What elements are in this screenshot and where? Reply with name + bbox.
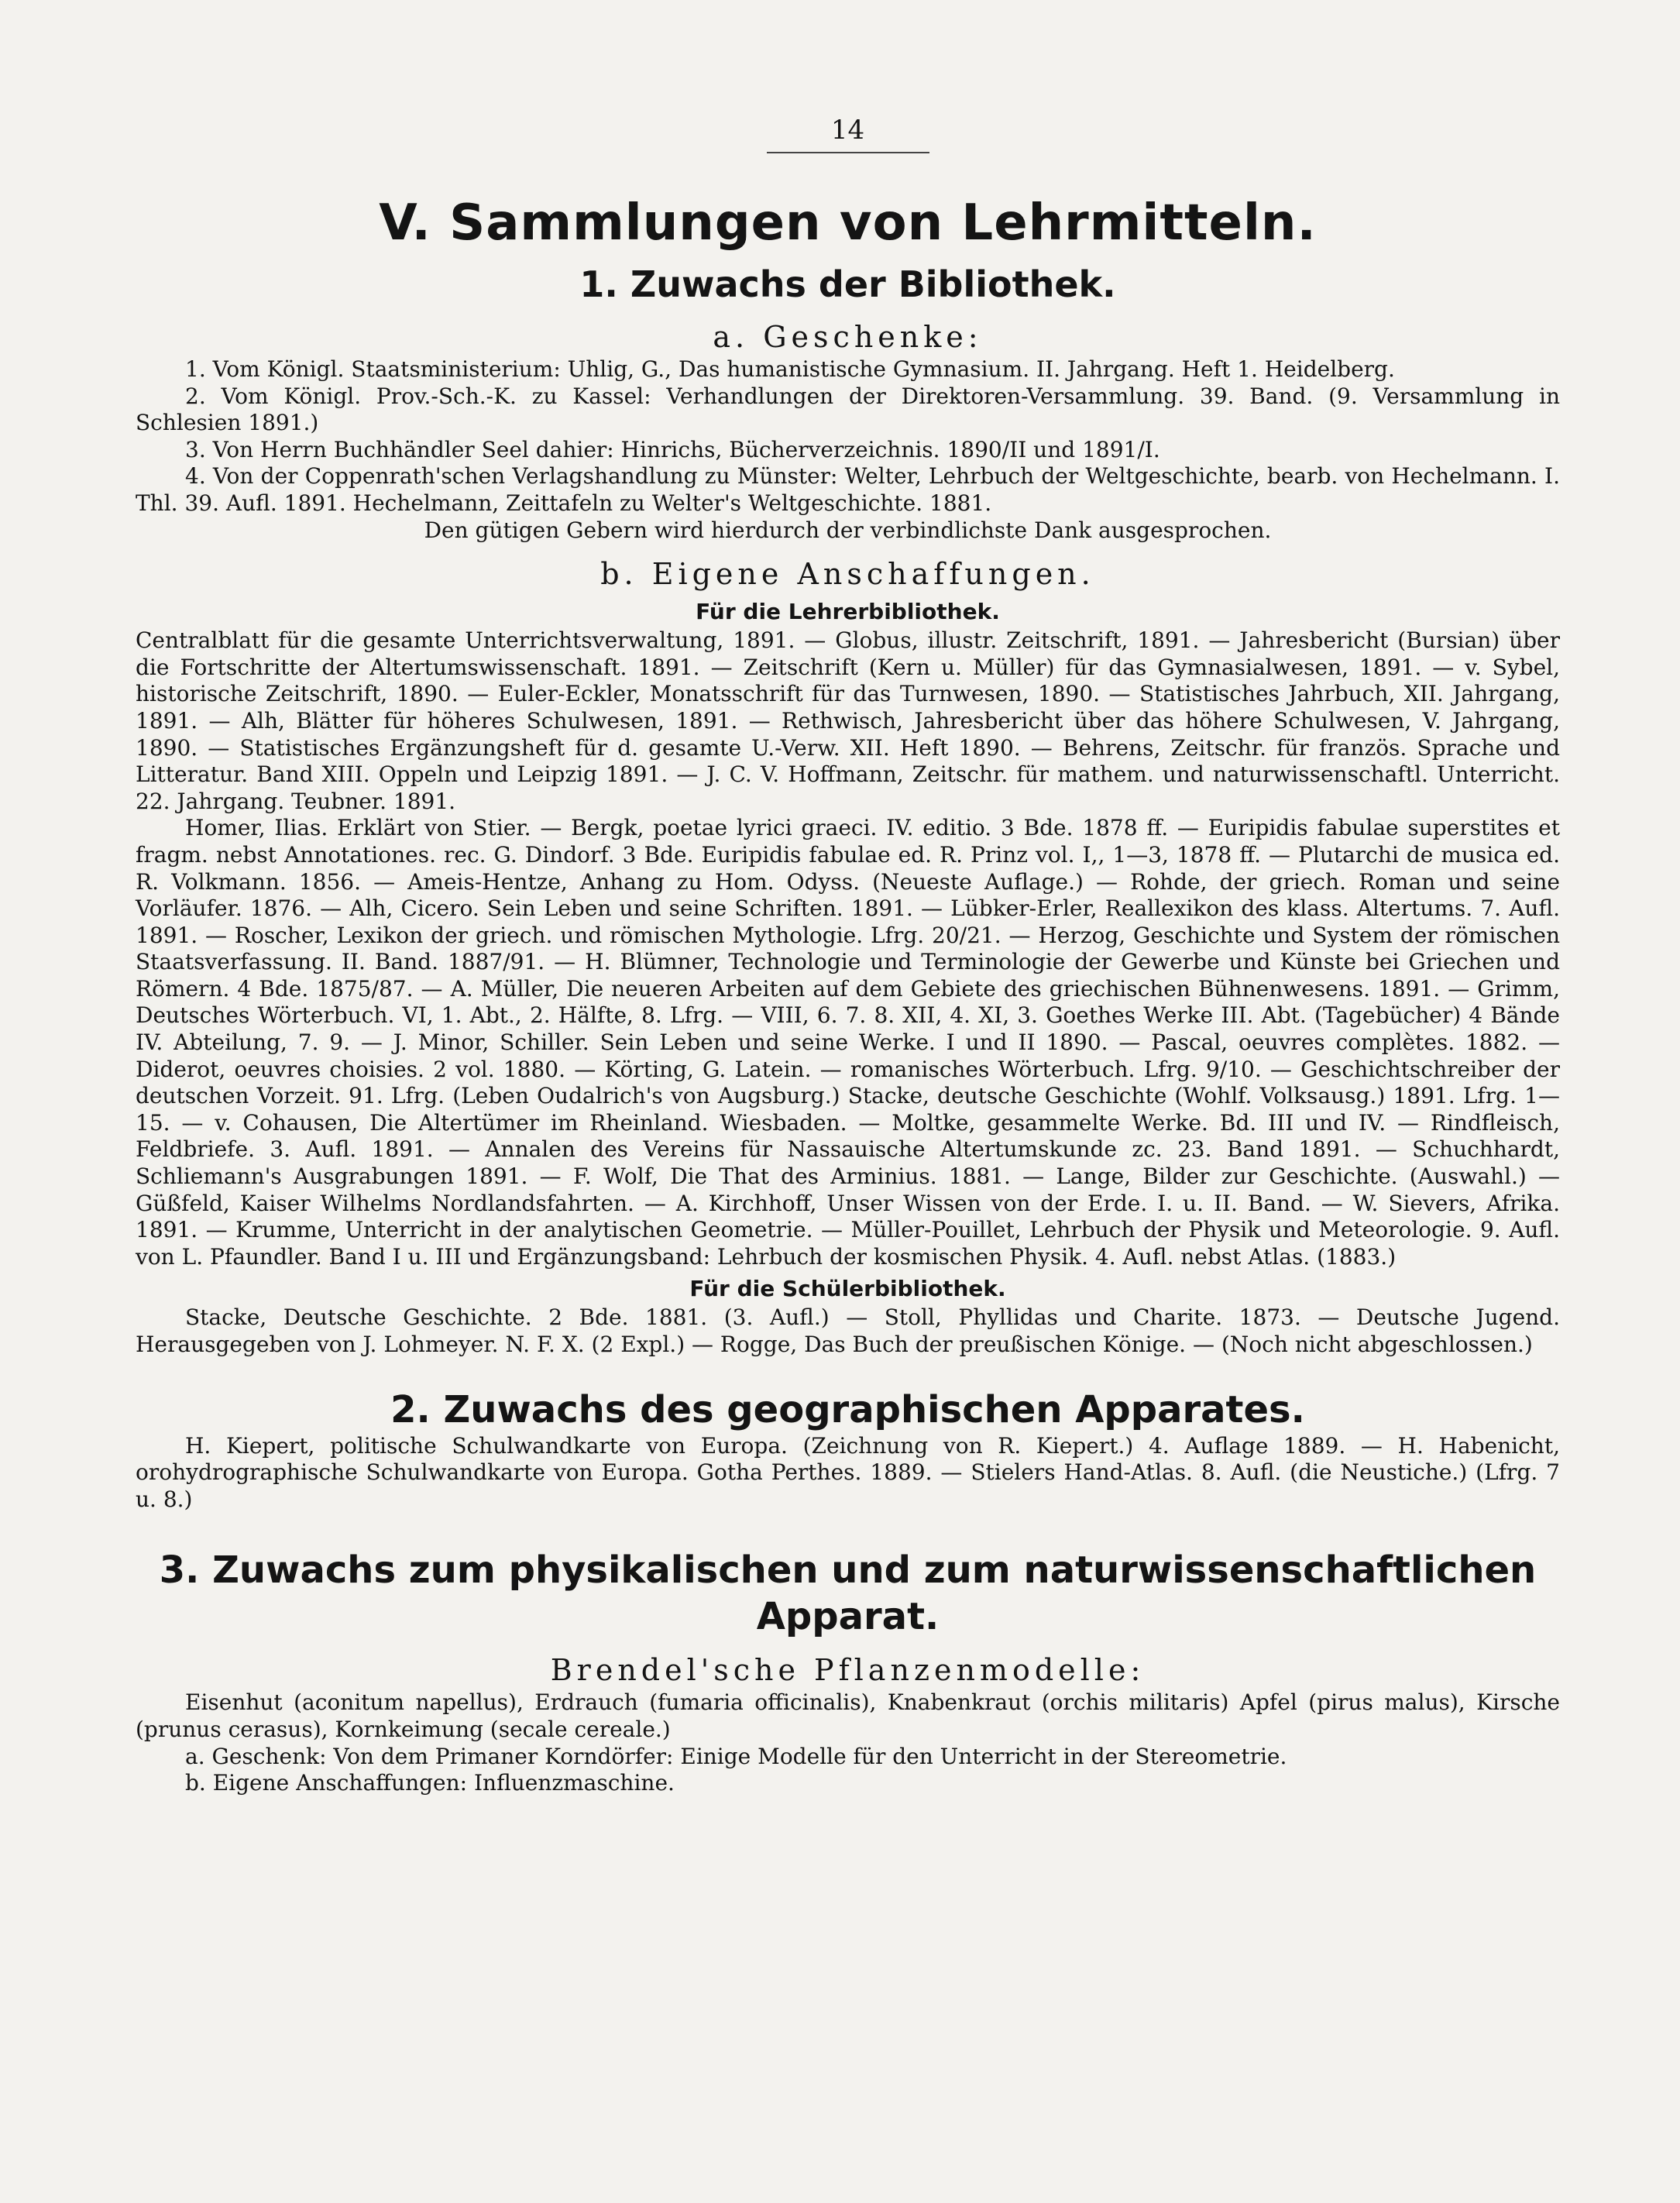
thanks-line: Den gütigen Gebern wird hierdurch der verbindlichste Dank ausgesprochen. xyxy=(424,517,1272,543)
purchases-heading: b. Eigene Anschaffungen. xyxy=(600,557,1095,592)
teacher-library-heading: Für die Lehrerbibliothek. xyxy=(696,599,1000,625)
physics-gift: a. Geschenk: Von dem Primaner Korndörfer: Einige Modelle für den Unterricht in der Stereometrie. xyxy=(185,1743,1287,1769)
physics-purchase: b. Eigene Anschaffungen: Influenzmaschine. xyxy=(185,1770,675,1796)
student-library-heading: Für die Schülerbibliothek. xyxy=(689,1276,1006,1302)
teacher-library-periodicals: Centralblatt für die gesamte Unterrichtsverwaltung, 1891. — Globus, illustr. Zeitschrift, 1891. — Jahresbericht (Bursian) über die Fortschritte der Altertumswissenschaft. 1891. — Zeitschrift (Kern u. Müller) für das Gymnasialwesen, 1891. — v. Sybel, historische Zeitschrift, 1890. — Euler-Eckler, Monatsschrift für das Turnwesen, 1890. — Statistisches Jahrbuch, XII. Jahrgang, 1891. — Alh, Blätter für höheres Schulwesen, 1891. — Rethwisch, Jahresbericht über das höhere Schulwesen, V. Jahrgang, 1890. — Statistisches Ergänzungsheft für d. gesamte U.-Verw. XII. Heft 1890. — Behrens, Zeitschr. für französ. Sprache und Litteratur. Band XIII. Oppeln und Leipzig 1891. — J. C. V. Hoffmann, Zeitschr. für mathem. und naturwissenschaftl. Unterricht. 22. Jahrgang. Teubner. 1891. xyxy=(136,627,1560,814)
teacher-library-books: Homer, Ilias. Erklärt von Stier. — Bergk, poetae lyrici graeci. IV. editio. 3 Bde. 1878 ff. — Euripidis fabulae superstites et fragm. nebst Annotationes. rec. G. Dindorf. 3 Bde. Euripidis fabulae ed. R. Prinz vol. I,, 1—3, 1878 ff. — Plutarchi de musica ed. R. Volkmann. 1856. — Ameis-Hentze, Anhang zu Hom. Odyss. (Neueste Auflage.) — Rohde, der griech. Roman und seine Vorläufer. 1876. — Alh, Cicero. Sein Leben und seine Schriften. 1891. — Lübker-Erler, Reallexikon des klass. Altertums. 7. Aufl. 1891. — Roscher, Lexikon der griech. und römischen Mythologie. Lfrg. 20/21. — Herzog, Geschichte und System der römischen Staatsverfassung. II. Band. 1887/91. — H. Blümner, Technologie und Terminologie der Gewerbe und Künste bei Griechen und Römern. 4 Bde. 1875/87. — A. Müller, Die neueren Arbeiten auf dem Gebiete des griechischen Bühnenwesens. 1891. — Grimm, Deutsches Wörterbuch. VI, 1. Abt., 2. Hälfte, 8. Lfrg. — VIII, 6. 7. 8. XII, 4. XI, 3. Goethes Werke III. Abt. (Tagebücher) 4 Bände IV. Abteilung, 7. 9. — J. Minor, Schiller. Sein Leben und seine Werke. I und II 1890. — Pascal, oeuvres complètes. 1882. — Diderot, oeuvres choisies. 2 vol. 1880. — Körting, G. Latein. — romanisches Wörterbuch. Lfrg. 9/10. — Geschichtschreiber der deutschen Vorzeit. 91. Lfrg. (Leben Oudalrich's von Augsburg.) Stacke, deutsche Geschichte (Wohlf. Volksausg.) 1891. Lfrg. 1—15. — v. Cohausen, Die Altertümer im Rheinland. Wiesbaden. — Moltke, gesammelte Werke. Bd. III und IV. — Rindfleisch, Feldbriefe. 3. Aufl. 1891. — Annalen des Vereins für Nassauische Altertumskunde zc. 23. Band 1891. — Schuchhardt, Schliemann's Ausgrabungen 1891. — F. Wolf, Die That des Arminius. 1881. — Lange, Bilder zur Geschichte. (Auswahl.) — Güßfeld, Kaiser Wilhelms Nordlandsfahrten. — A. Kirchhoff, Unser Wissen von der Erde. I. u. II. Band. — W. Sievers, Afrika. 1891. — Krumme, Unterricht in der analytischen Geometrie. — Müller-Pouillet, Lehrbuch der Physik und Meteorologie. 9. Aufl. von L. Pfaundler. Band I u. III und Ergänzungsband: Lehrbuch der kosmischen Physik. 4. Aufl. nebst Atlas. (1883.) xyxy=(136,815,1560,1270)
subsection-geography-title: 2. Zuwachs des geographischen Apparates. xyxy=(390,1387,1305,1431)
plant-models-heading: Brendel'sche Pflanzenmodelle: xyxy=(550,1653,1146,1688)
gifts-heading: a. Geschenke: xyxy=(713,320,983,354)
page-number-rule xyxy=(767,152,929,153)
section-title: V. Sammlungen von Lehrmitteln. xyxy=(379,194,1317,252)
subsection-library-title: 1. Zuwachs der Bibliothek. xyxy=(579,263,1116,305)
student-library-books: Stacke, Deutsche Geschichte. 2 Bde. 1881. (3. Aufl.) — Stoll, Phyllidas und Charite. 1873. — Deutsche Jugend. Herausgegeben von J. Lohmeyer. N. F. X. (2 Expl.) — Rogge, Das Buch der preußischen Könige. — (Noch nicht abgeschlossen.) xyxy=(136,1304,1560,1357)
geography-items: H. Kiepert, politische Schulwandkarte von Europa. (Zeichnung von R. Kiepert.) 4. Auflage 1889. — H. Habenicht, orohydrographische Schulwandkarte von Europa. Gotha Perthes. 1889. — Stielers Hand-Atlas. 8. Aufl. (die Neustiche.) (Lfrg. 7 u. 8.) xyxy=(136,1432,1560,1512)
gift-item: 3. Von Herrn Buchhändler Seel dahier: Hinrichs, Bücherverzeichnis. 1890/II und 1891/I. xyxy=(185,436,1160,462)
page-number: 14 xyxy=(830,115,865,146)
gift-item: 4. Von der Coppenrath'schen Verlagshandlung zu Münster: Welter, Lehrbuch der Weltgeschichte, bearb. von Hechelmann. I. Thl. 39. Aufl. 1891. Hechelmann, Zeittafeln zu Welter's Weltgeschichte. 1881. xyxy=(136,463,1560,516)
gift-item: 2. Vom Königl. Prov.-Sch.-K. zu Kassel: Verhandlungen der Direktoren-Versammlung. 39. Band. (9. Versammlung in Schlesien 1891.) xyxy=(136,383,1560,436)
subsection-physics-title: 3. Zuwachs zum physikalischen und zum naturwissenschaftlichen Apparat. xyxy=(159,1548,1537,1639)
plant-models-list: Eisenhut (aconitum napellus), Erdrauch (fumaria officinalis), Knabenkraut (orchis militaris) Apfel (pirus malus), Kirsche (prunus cerasus), Kornkeimung (secale cereale.) xyxy=(136,1689,1560,1742)
gift-item: 1. Vom Königl. Staatsministerium: Uhlig, G., Das humanistische Gymnasium. II. Jahrgang. Heft 1. Heidelberg. xyxy=(185,356,1395,382)
